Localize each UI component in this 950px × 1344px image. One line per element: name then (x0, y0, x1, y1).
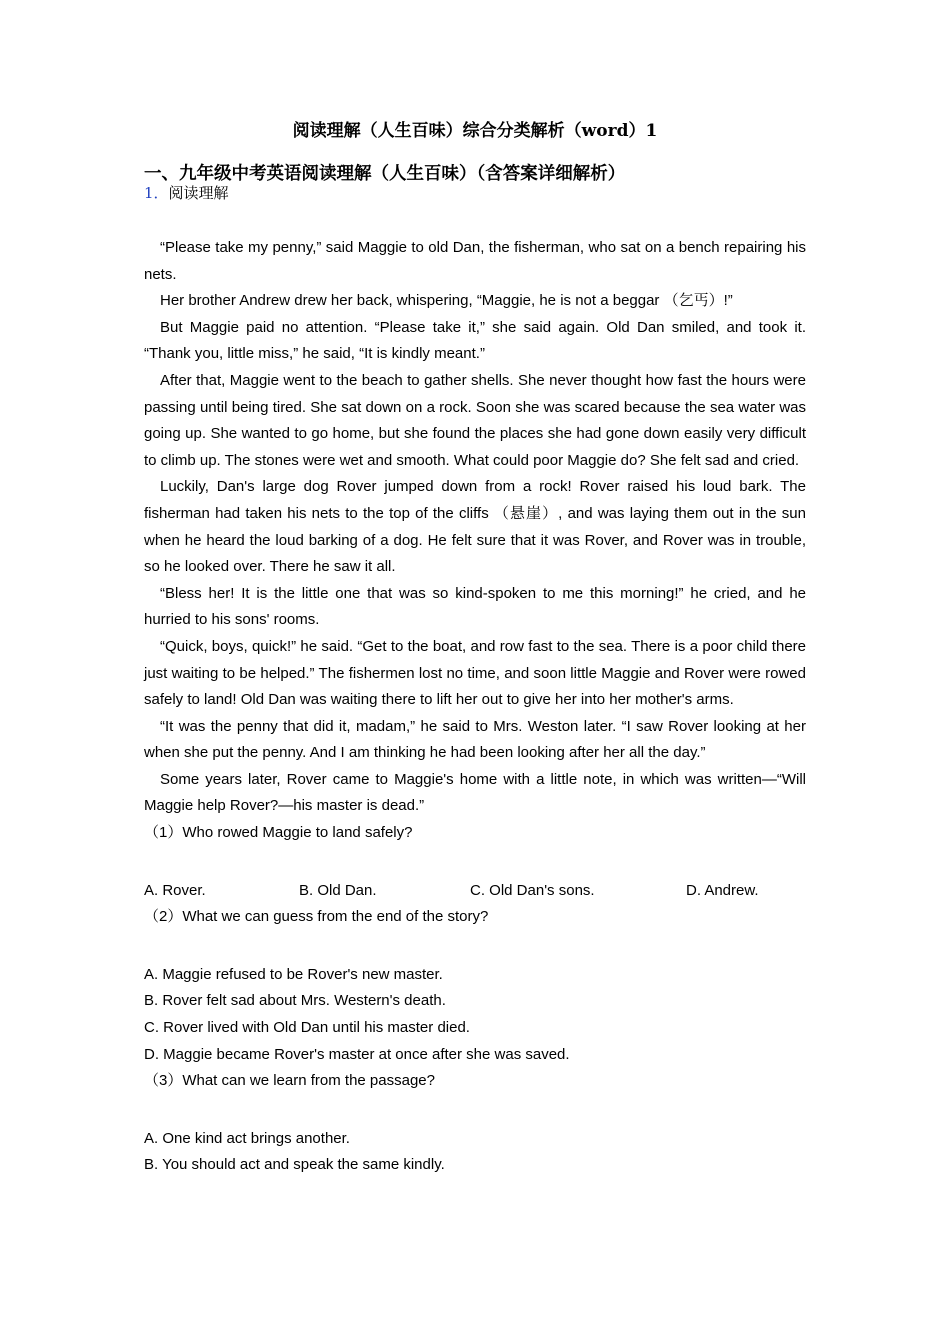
question-1-options (144, 878, 806, 905)
option-b: B. You should act and speak the same kindly. (144, 1156, 445, 1174)
option-d: D. Maggie became Rover's master at once after she was saved. (144, 1045, 570, 1063)
option-d: D. Andrew. (686, 881, 759, 899)
option-b: B. Old Dan. (299, 881, 377, 899)
passage-paragraph: But Maggie paid no attention. “Please take it,” she said again. Old Dan smiled, and took it. “Thank you, little miss,” he said, “It is kindly meant.” (144, 318, 806, 363)
option-a: A. Maggie refused to be Rover's new master. (144, 965, 443, 983)
passage-paragraph: “It was the penny that did it, madam,” he said to Mrs. Weston later. “I saw Rover looking at her when she put the penny. And I am thinking he had been looking after her all the day.” (144, 717, 806, 762)
option-a: A. One kind act brings another. (144, 1129, 350, 1147)
passage-paragraph: Some years later, Rover came to Maggie's home with a little note, in which was written—“Will Maggie help Rover?—his master is dead.” (144, 770, 806, 815)
option-c: C. Rover lived with Old Dan until his master died. (144, 1019, 470, 1037)
passage-body (144, 235, 806, 1179)
question-3-stem: （3）What can we learn from the passage? (144, 1072, 435, 1090)
passage-paragraph: After that, Maggie went to the beach to gather shells. She never thought how fast the hours were passing until being tired. She sat down on a rock. Soon she was scared because the sea water was going up. She wanted to go home, but she found the places she had gone down easily very difficult to climb up. The stones were wet and smooth. What could poor Maggie do? She felt sad and cried. (144, 371, 806, 469)
question-2-stem: （2）What we can guess from the end of the story? (144, 908, 489, 926)
passage-paragraph: Her brother Andrew drew her back, whispering, “Maggie, he is not a beggar （乞丐）!” (160, 292, 733, 310)
passage-paragraph: “Bless her! It is the little one that was so kind-spoken to me this morning!” he cried, and he hurried to his sons' rooms. (144, 584, 806, 629)
question-number: 1． (144, 184, 169, 202)
document-title: 阅读理解（人生百味）综合分类解析（word）1 (292, 121, 658, 141)
option-c: C. Old Dan's sons. (470, 881, 595, 899)
passage-paragraph: “Quick, boys, quick!” he said. “Get to the boat, and row fast to the sea. There is a poor child there just waiting to be helped.” The fishermen lost no time, and soon little Maggie and Rover were rowed safely to land! Old Dan was waiting there to lift her out to give her into her mother's arms. (144, 637, 806, 709)
option-a: A. Rover. (144, 881, 206, 899)
question-label: 阅读理解 (168, 184, 229, 202)
passage-paragraph: “Please take my penny,” said Maggie to old Dan, the fisherman, who sat on a bench repairing his nets. (144, 239, 806, 283)
section-heading: 一、九年级中考英语阅读理解（人生百味）（含答案详细解析） (144, 164, 626, 184)
passage-paragraph: Luckily, Dan's large dog Rover jumped down from a rock! Rover raised his loud bark. The fisherman had taken his nets to the top of the cliffs （悬崖）, and was laying them out in the sun when he heard the loud barking of a dog. He felt sure that it was Rover, and Rover was in trouble, so he looked over. There he saw it all. (144, 478, 806, 576)
question-header (144, 182, 229, 203)
option-b: B. Rover felt sad about Mrs. Western's death. (144, 992, 446, 1010)
question-1-stem: （1）Who rowed Maggie to land safely? (144, 824, 413, 842)
